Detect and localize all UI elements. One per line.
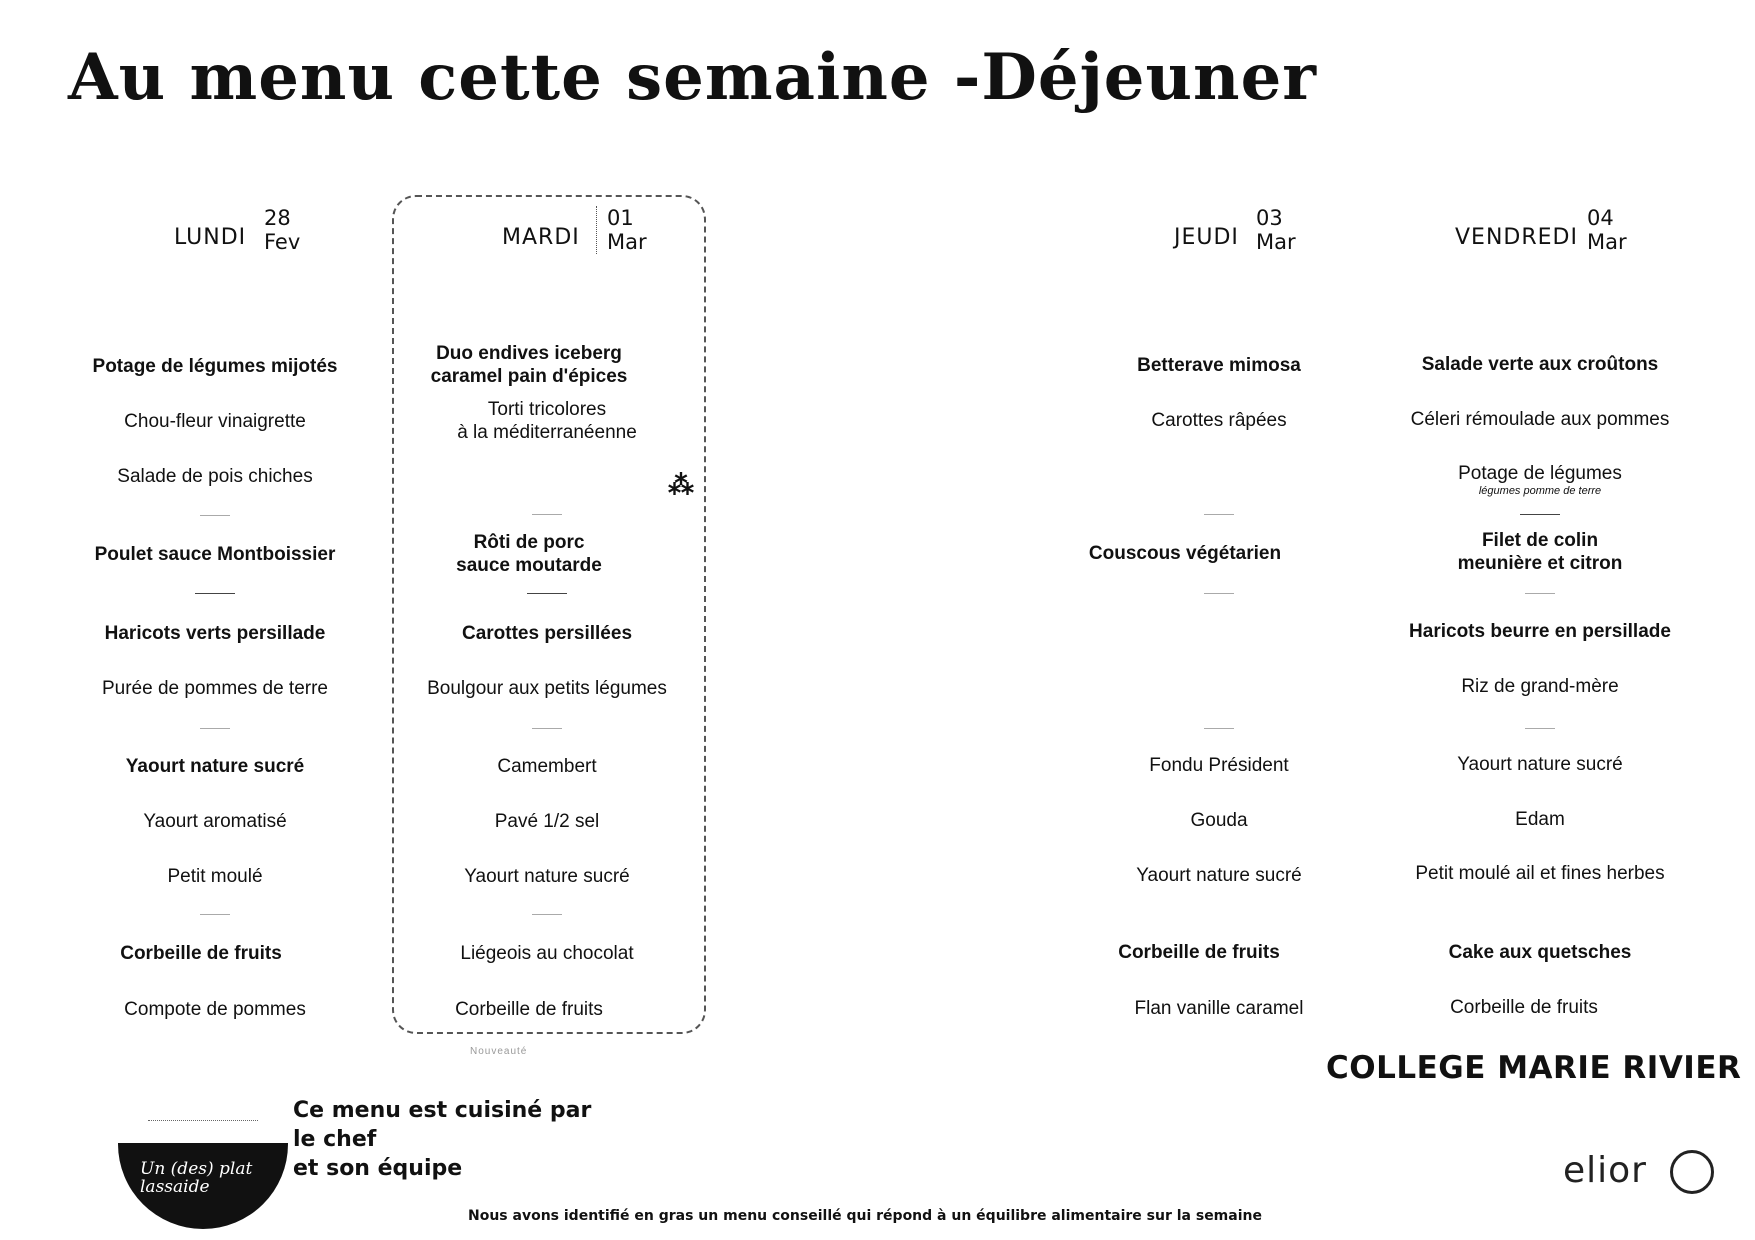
day-column-mardi bbox=[392, 180, 702, 1020]
logo-text-line: Un (des) plat bbox=[140, 1159, 253, 1179]
menu-item: Flan vanille caramel bbox=[1134, 998, 1304, 1019]
separator bbox=[1204, 593, 1234, 594]
menu-item: Céleri rémoulade aux pommes bbox=[1410, 409, 1670, 430]
menu-item: Carottes râpées bbox=[1151, 410, 1287, 431]
menu-item: Cake aux quetsches bbox=[1448, 942, 1632, 963]
day-number: 04 bbox=[1587, 206, 1614, 230]
separator bbox=[1525, 593, 1555, 594]
chef-line: Ce menu est cuisiné par bbox=[293, 1098, 592, 1123]
menu-item: Purée de pommes de terre bbox=[101, 678, 328, 699]
menu-item: Potage de légumes mijotés bbox=[92, 356, 338, 377]
day-name: MARDI bbox=[502, 225, 580, 250]
menu-item: Couscous végétarien bbox=[1088, 543, 1282, 564]
menu-item bbox=[374, 342, 684, 388]
menu-item bbox=[374, 531, 684, 577]
menu-item-line: à la méditerranéenne bbox=[457, 422, 637, 443]
menu-item: Carottes persillées bbox=[461, 623, 633, 644]
separator bbox=[200, 914, 230, 915]
day-name: LUNDI bbox=[174, 225, 247, 250]
brand-name: elior bbox=[1563, 1150, 1647, 1191]
school-name: COLLEGE MARIE RIVIER bbox=[1326, 1050, 1742, 1086]
day-column-lundi bbox=[60, 180, 370, 1020]
elior-logo-icon bbox=[1670, 1150, 1714, 1194]
menu-item-line: sauce moutarde bbox=[456, 555, 602, 576]
menu-item: Liégeois au chocolat bbox=[460, 943, 634, 964]
separator bbox=[1204, 514, 1234, 515]
separator bbox=[195, 593, 235, 594]
chef-line: le chef bbox=[293, 1127, 377, 1152]
menu-items bbox=[392, 250, 702, 1020]
menu-item: Yaourt nature sucré bbox=[1136, 865, 1302, 886]
menu-item: Haricots verts persillade bbox=[104, 623, 326, 644]
menu-item: Riz de grand-mère bbox=[1461, 676, 1619, 697]
separator bbox=[1525, 728, 1555, 729]
menu-items bbox=[1385, 250, 1695, 1018]
separator bbox=[1520, 514, 1560, 515]
page-title: Au menu cette semaine -Déjeuner bbox=[68, 40, 1317, 115]
day-date bbox=[1256, 206, 1296, 254]
menu-item-line: caramel pain d'épices bbox=[430, 366, 628, 387]
day-date bbox=[596, 206, 647, 254]
menu-items bbox=[60, 250, 370, 1020]
menu-item bbox=[392, 398, 702, 444]
separator bbox=[200, 728, 230, 729]
menu-item: Salade verte aux croûtons bbox=[1421, 354, 1659, 375]
menu-item: Petit moulé bbox=[167, 866, 263, 887]
menu-item: Salade de pois chiches bbox=[117, 466, 313, 487]
menu-item: Gouda bbox=[1190, 810, 1248, 831]
day-number: 01 bbox=[607, 206, 634, 230]
day-column-jeudi bbox=[1064, 180, 1374, 1019]
menu-item-subline: légumes pomme de terre bbox=[1478, 485, 1602, 497]
menu-item-line: meunière et citron bbox=[1457, 553, 1623, 574]
menu-item: Yaourt aromatisé bbox=[143, 811, 287, 832]
day-name: VENDREDI bbox=[1455, 225, 1578, 250]
day-header bbox=[60, 180, 370, 254]
day-header bbox=[1064, 180, 1374, 254]
day-date bbox=[1587, 206, 1627, 254]
separator bbox=[532, 514, 562, 515]
menu-item: Corbeille de fruits bbox=[1450, 997, 1598, 1018]
separator bbox=[200, 515, 230, 516]
day-number: 03 bbox=[1256, 206, 1283, 230]
menu-item: Corbeille de fruits bbox=[1118, 942, 1280, 963]
menu-item bbox=[1385, 462, 1695, 498]
menu-item: Corbeille de fruits bbox=[120, 943, 282, 964]
menu-item: Petit moulé ail et fines herbes bbox=[1415, 863, 1665, 884]
day-date bbox=[264, 206, 300, 254]
menu-item: Poulet sauce Montboissier bbox=[94, 544, 336, 565]
menu-item: Yaourt nature sucré bbox=[1457, 754, 1623, 775]
separator bbox=[532, 914, 562, 915]
menu-item-line: Potage de légumes bbox=[1458, 463, 1622, 484]
day-header bbox=[1385, 180, 1695, 254]
logo-steam bbox=[148, 1120, 258, 1121]
separator bbox=[1204, 728, 1234, 729]
legend-new: Nouveauté bbox=[470, 1046, 528, 1057]
day-number: 28 bbox=[264, 206, 291, 230]
pork-icon: ⁂ bbox=[668, 470, 694, 500]
menu-item-line: Torti tricolores bbox=[487, 399, 607, 420]
menu-item: Boulgour aux petits légumes bbox=[427, 678, 667, 699]
day-month: Fev bbox=[264, 230, 301, 254]
separator bbox=[527, 593, 567, 594]
menu-item: Pavé 1/2 sel bbox=[494, 811, 600, 832]
menu-item: Yaourt nature sucré bbox=[464, 866, 630, 887]
menu-item-line: Filet de colin bbox=[1481, 530, 1599, 551]
menu-item: Haricots beurre en persillade bbox=[1409, 621, 1671, 642]
chef-statement bbox=[293, 1096, 593, 1183]
logo-text bbox=[140, 1160, 252, 1196]
day-month: Mar bbox=[1587, 230, 1627, 254]
footnote: Nous avons identifié en gras un menu conseillé qui répond à un équilibre alimentaire sur la semaine bbox=[468, 1208, 1262, 1224]
menu-item: Yaourt nature sucré bbox=[125, 756, 305, 777]
menu-item: Fondu Président bbox=[1149, 755, 1289, 776]
menu-item: Compote de pommes bbox=[124, 999, 306, 1020]
menu-item: Edam bbox=[1515, 809, 1565, 830]
day-header bbox=[392, 180, 702, 254]
menu-item bbox=[1385, 529, 1695, 575]
menu-item-line: Duo endives iceberg bbox=[436, 343, 622, 364]
day-column-vendredi bbox=[1385, 180, 1695, 1018]
logo-text-line: lassaide bbox=[140, 1177, 210, 1197]
day-month: Mar bbox=[607, 230, 647, 254]
menu-item: Betterave mimosa bbox=[1137, 355, 1301, 376]
menu-item: Corbeille de fruits bbox=[455, 999, 603, 1020]
menu-item: Camembert bbox=[497, 756, 597, 777]
separator bbox=[532, 728, 562, 729]
chef-line: et son équipe bbox=[293, 1156, 463, 1181]
menu-item-line: Rôti de porc bbox=[473, 532, 585, 553]
menu-item: Chou-fleur vinaigrette bbox=[124, 411, 306, 432]
day-month: Mar bbox=[1256, 230, 1296, 254]
menu-items bbox=[1064, 250, 1374, 1019]
day-name: JEUDI bbox=[1174, 225, 1239, 250]
